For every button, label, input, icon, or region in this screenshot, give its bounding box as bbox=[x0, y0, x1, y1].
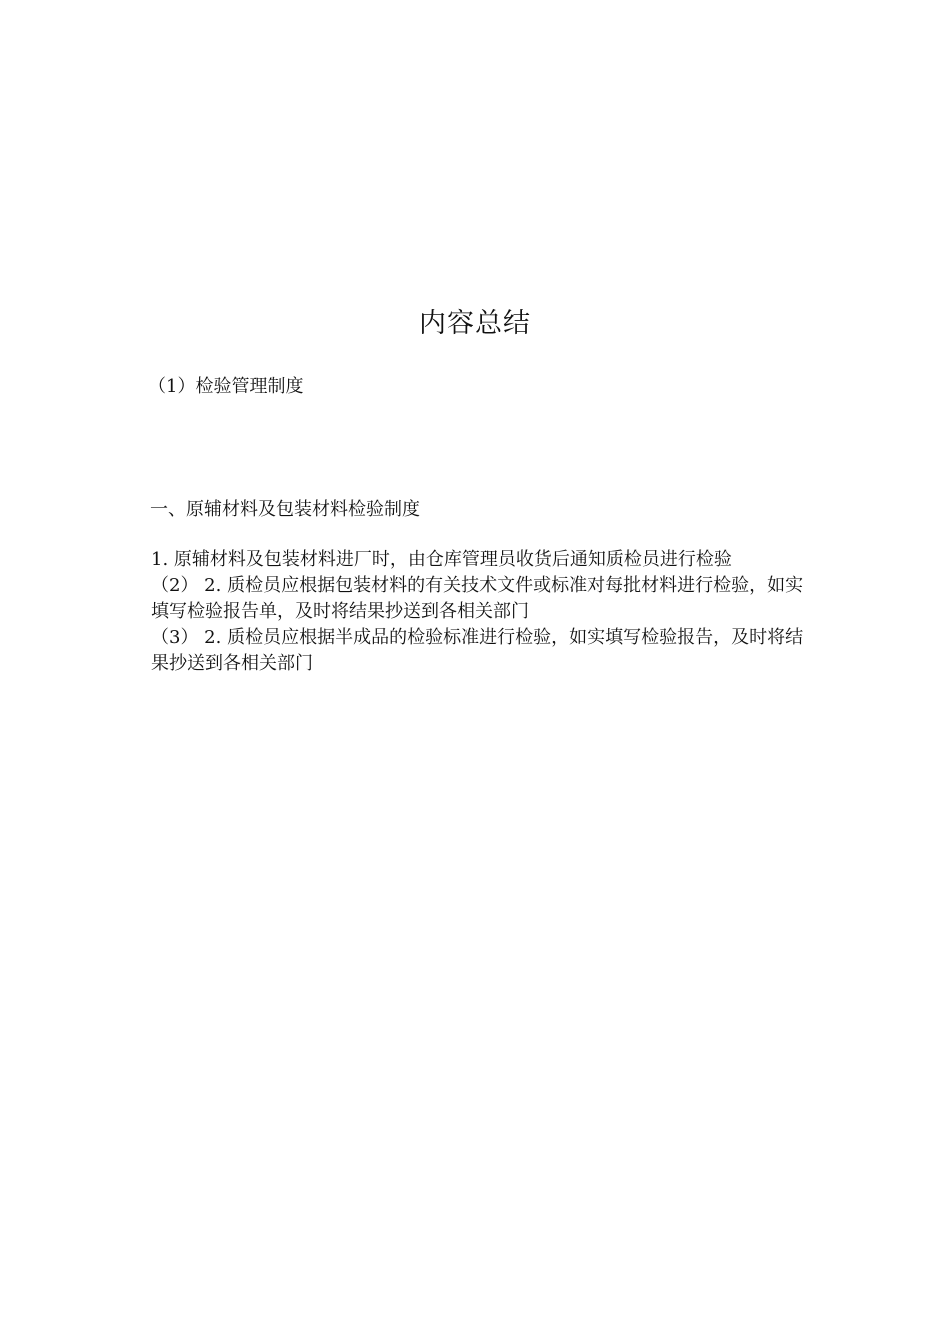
document-subtitle: （1）检验管理制度 bbox=[148, 376, 304, 397]
paragraph-2: （2） 2. 质检员应根据包装材料的有关技术文件或标准对每批材料进行检验，如实填写检验报告单，及时将结果抄送到各相关部门 bbox=[151, 575, 804, 622]
paragraph-3: （3） 2. 质检员应根据半成品的检验标准进行检验，如实填写检验报告，及时将结果抄送到各相关部门 bbox=[151, 627, 804, 674]
section-heading: 一、原辅材料及包装材料检验制度 bbox=[150, 499, 420, 520]
document-title: 内容总结 bbox=[419, 308, 531, 339]
paragraph-1: 1. 原辅材料及包装材料进厂时，由仓库管理员收货后通知质检员进行检验 bbox=[151, 549, 732, 570]
body-text bbox=[151, 547, 811, 677]
